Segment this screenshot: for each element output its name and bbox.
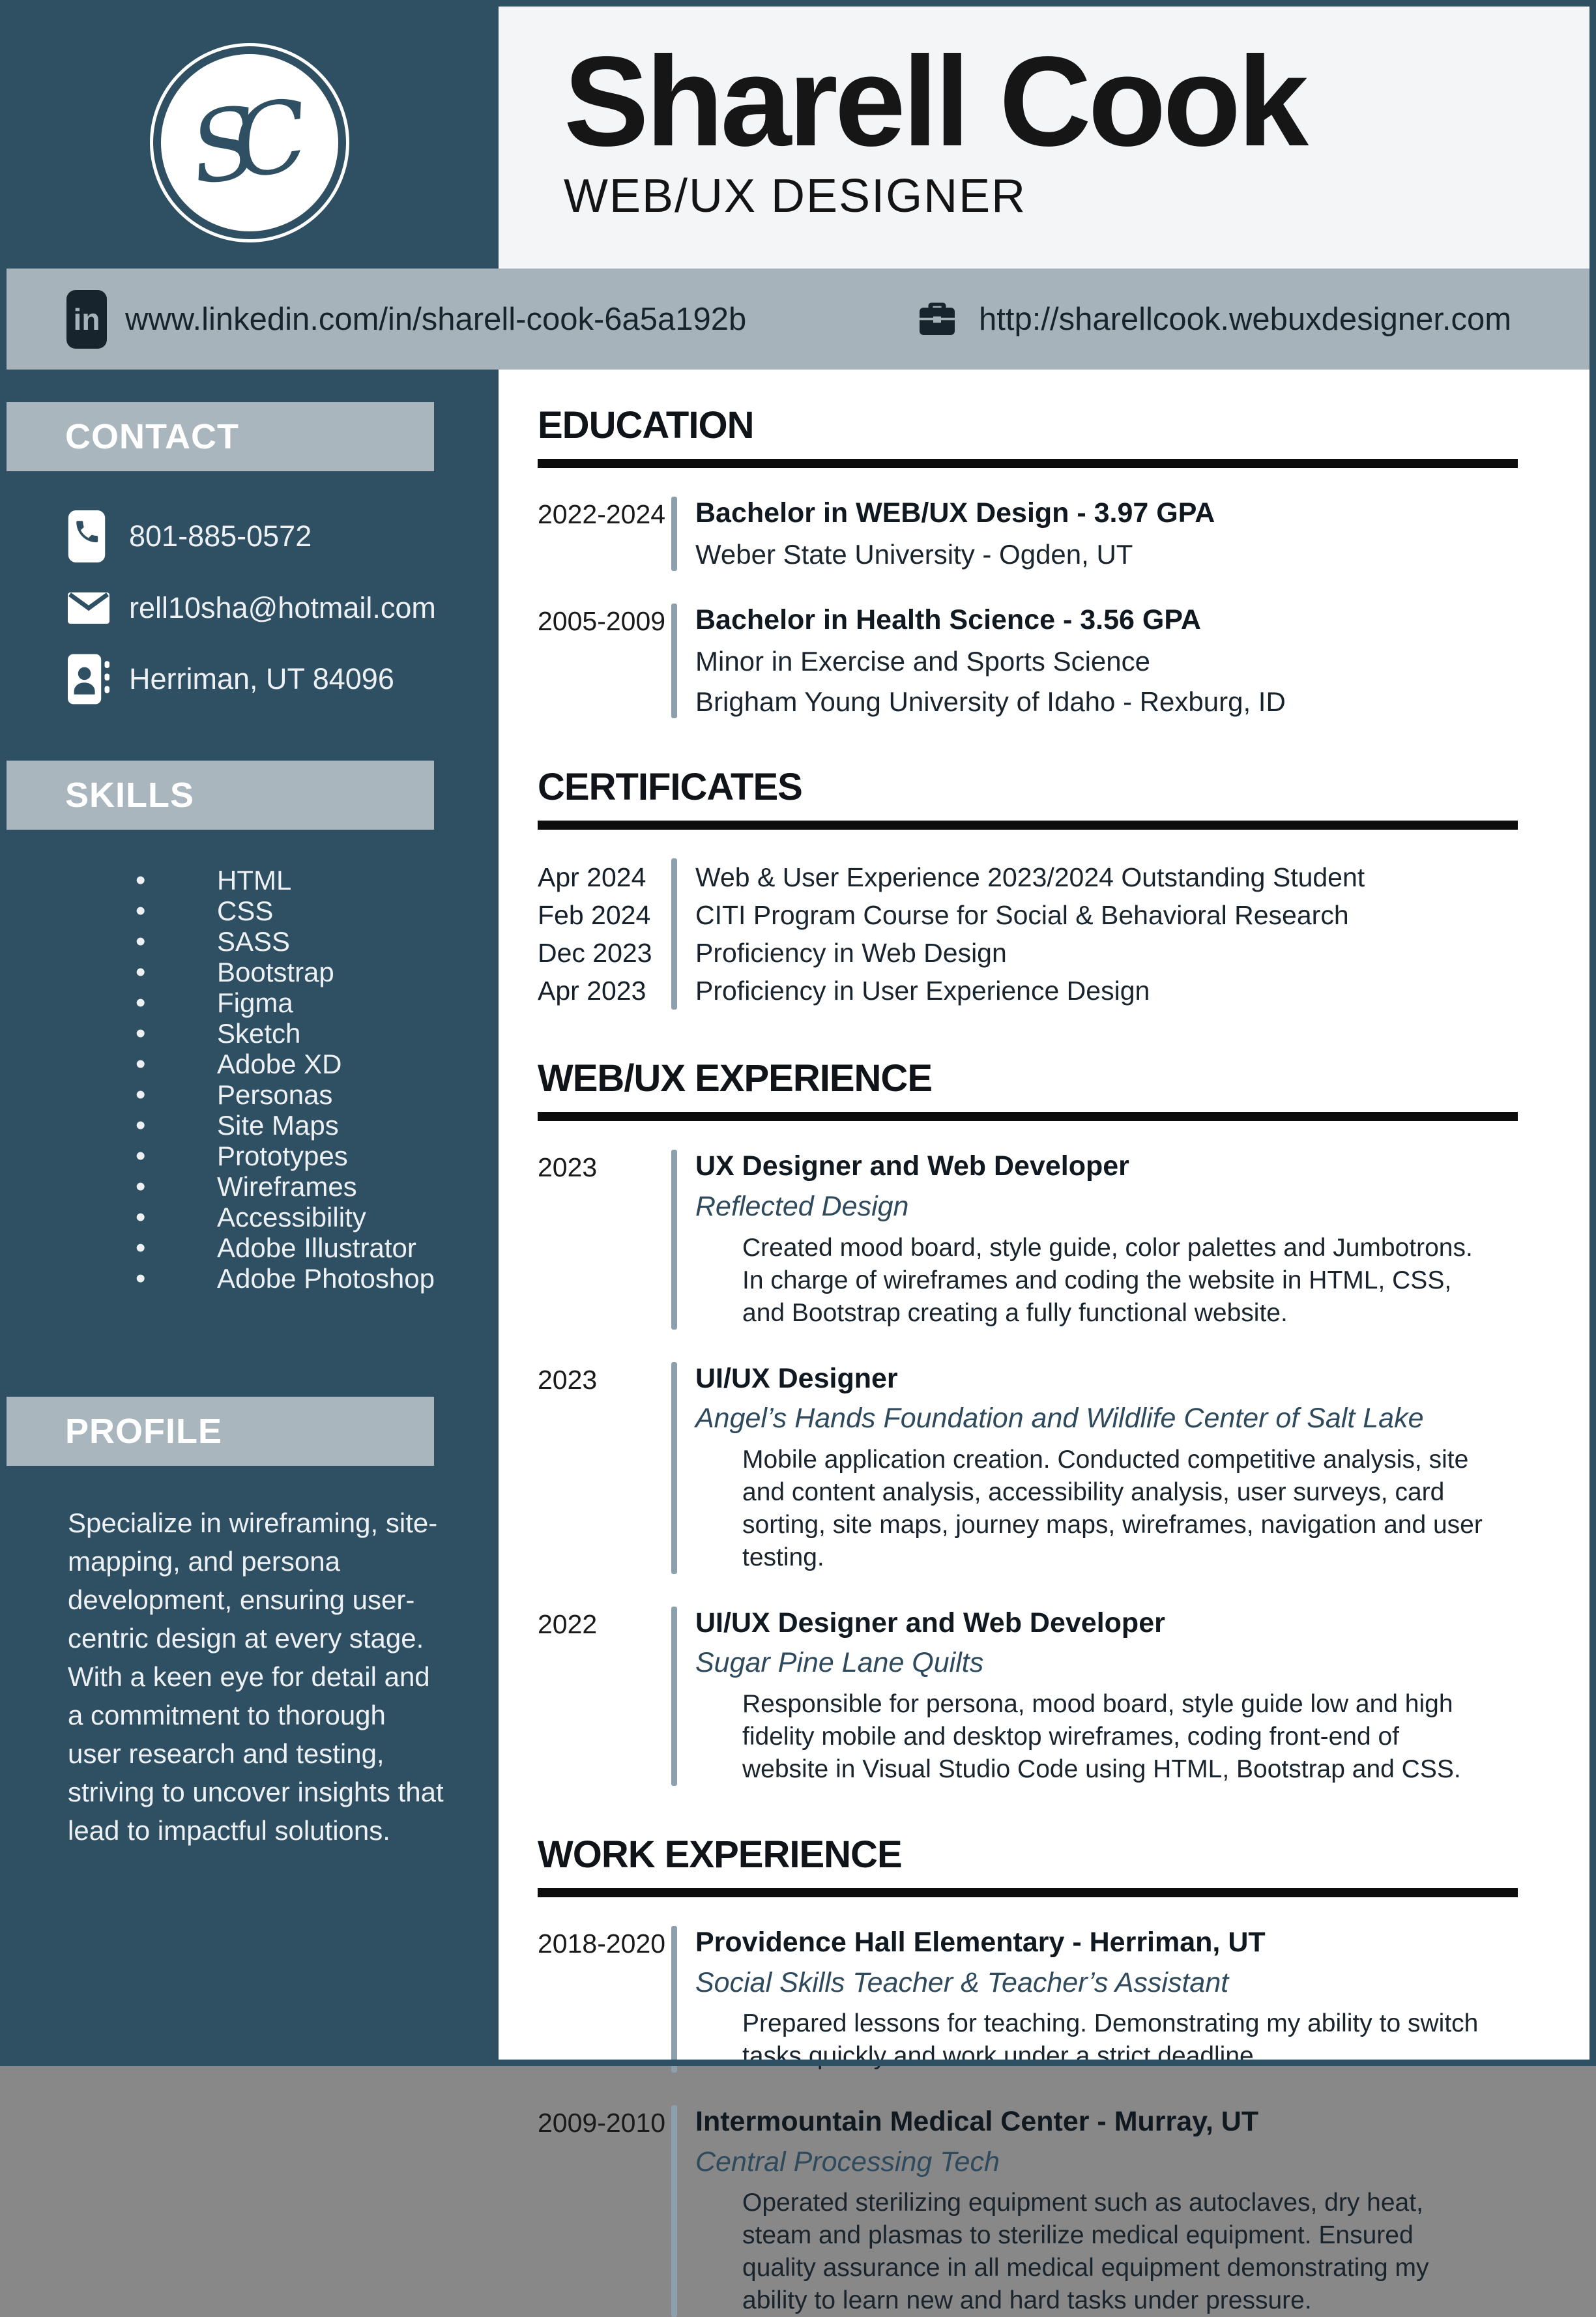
certificate-dates — [538, 858, 671, 1010]
bullet-icon: • — [136, 956, 146, 988]
education-entries — [538, 497, 1518, 718]
header — [499, 0, 1596, 269]
website-url[interactable]: http://sharellcook.webuxdesigner.com — [979, 301, 1512, 337]
webux-heading: WEB/UX EXPERIENCE — [538, 1057, 932, 1100]
accent-bar — [671, 858, 677, 1010]
work-rule — [538, 1888, 1518, 1897]
skill-item: • Adobe XD — [136, 1048, 342, 1080]
accent-bar — [671, 1362, 677, 1574]
certificates-grid — [538, 858, 1518, 1010]
email-icon — [68, 592, 123, 624]
experience-entry: 2022 UI/UX Designer and Web Developer Sugar Pine Lane Quilts Responsible for persona, mood board, style guide low and high fidelity mobile and desktop wireframes, coding front-end of website in Visual Studio Code using HTML, Bootstrap and CSS. — [538, 1607, 1518, 1786]
bullet-icon: • — [136, 1232, 146, 1264]
contact-section-heading — [0, 402, 434, 471]
linkedin-icon: in — [66, 290, 107, 349]
link-band — [7, 269, 1589, 370]
skill-item: • Figma — [136, 987, 293, 1019]
contact-heading-label: CONTACT — [65, 417, 239, 456]
education-rule — [538, 459, 1518, 468]
skill-item: • Adobe Photoshop — [136, 1262, 435, 1294]
certificates-heading: CERTIFICATES — [538, 766, 802, 809]
bullet-icon: • — [136, 1109, 146, 1141]
education-heading: EDUCATION — [538, 404, 754, 446]
logo — [150, 43, 349, 242]
work-entries — [538, 1926, 1518, 2317]
linkedin-url[interactable]: www.linkedin.com/in/sharell-cook-6a5a192b — [125, 301, 747, 337]
skill-item: • Personas — [136, 1079, 333, 1111]
education-entry: 2005-2009 Bachelor in Health Science - 3.56 GPA Minor in Exercise and Sports Science Brigham Young University of Idaho - Rexburg, ID — [538, 604, 1518, 718]
certificates-section — [538, 765, 1518, 1010]
linkedin-link[interactable] — [66, 290, 746, 349]
contact-row: rell10sha@hotmail.com — [68, 591, 499, 625]
accent-bar — [671, 1607, 677, 1786]
webux-entries — [538, 1150, 1518, 1786]
profile-section-heading — [0, 1397, 434, 1466]
work-entry: 2018-2020 Providence Hall Elementary - Herriman, UT Social Skills Teacher & Teacher’s Assistant Prepared lessons for teaching. Demonstrating my ability to switch tasks quickly and work under a strict deadline. — [538, 1926, 1518, 2073]
skill-item: • Accessibility — [136, 1201, 366, 1233]
skills-heading-label: SKILLS — [65, 776, 195, 815]
monogram-sc: SC — [183, 81, 291, 207]
person-name: Sharell Cook — [564, 30, 1306, 173]
certificate-title: Proficiency in Web Design — [695, 938, 1007, 969]
skills-list — [0, 865, 499, 1294]
work-experience-section — [538, 1833, 1518, 2317]
experience-entry: 2023 UX Designer and Web Developer Reflected Design Created mood board, style guide, color palettes and Jumbotrons. In charge of wireframes and coding the website in HTML, CSS, and Bootstrap creating a fully functional website. — [538, 1150, 1518, 1329]
contact-row: 801-885-0572 — [68, 510, 499, 562]
bullet-icon: • — [136, 925, 146, 957]
bullet-icon: • — [136, 1201, 146, 1233]
work-entry: 2009-2010 Intermountain Medical Center - Murray, UT Central Processing Tech Operated sterilizing equipment such as autoclaves, dry heat, steam and plasmas to sterilize medical equipment. Ensured quality assurance in all medical equipment demonstrating my ability to learn new and hard tasks under pressure. — [538, 2105, 1518, 2317]
main-content — [499, 370, 1596, 2315]
webux-rule — [538, 1112, 1518, 1121]
experience-entry: 2023 UI/UX Designer Angel’s Hands Foundation and Wildlife Center of Salt Lake Mobile application creation. Conducted competitive analysis, site and content analysis, accessibility analysis, user surveys, card sorting, site maps, journey maps, wireframes, navigation and user testing. — [538, 1362, 1518, 1574]
profile-heading-label: PROFILE — [65, 1412, 223, 1451]
skill-item: • Adobe Illustrator — [136, 1232, 416, 1264]
address-card-icon — [68, 654, 123, 705]
certificate-title: Web & User Experience 2023/2024 Outstanding Student — [695, 862, 1365, 893]
bullet-icon: • — [136, 1171, 146, 1202]
skill-item: • CSS — [136, 895, 274, 927]
bullet-icon: • — [136, 987, 146, 1019]
certificate-date: Dec 2023 — [538, 938, 652, 969]
certificate-date: Apr 2023 — [538, 976, 646, 1006]
webux-experience-section — [538, 1056, 1518, 1786]
accent-bar — [671, 604, 677, 718]
certificate-titles — [677, 858, 1365, 1010]
skill-item: • Bootstrap — [136, 956, 334, 988]
certificates-rule — [538, 821, 1518, 830]
bullet-icon: • — [136, 1262, 146, 1294]
accent-bar — [671, 1926, 677, 2073]
skill-item: • Prototypes — [136, 1140, 348, 1172]
certificate-date: Apr 2024 — [538, 862, 646, 893]
bullet-icon: • — [136, 864, 146, 896]
education-section — [538, 403, 1518, 718]
profile-text: Specialize in wireframing, site-mapping, and persona development, ensuring user-centric design at every stage. With a keen eye for detail and a commitment to thorough user research and testing, striving to uncover insights that lead to impactful solutions. — [68, 1508, 444, 1846]
skills-section-heading — [0, 761, 434, 830]
education-entry: 2022-2024 Bachelor in WEB/UX Design - 3.97 GPA Weber State University - Ogden, UT — [538, 497, 1518, 571]
accent-bar — [671, 497, 677, 571]
contact-list — [0, 510, 499, 705]
skill-item: • SASS — [136, 925, 291, 957]
logo-circle — [161, 54, 338, 231]
certificate-date: Feb 2024 — [538, 900, 651, 931]
phone-icon — [68, 510, 123, 562]
skill-item: • Site Maps — [136, 1109, 339, 1141]
person-role: WEB/UX DESIGNER — [564, 170, 1027, 222]
accent-bar — [671, 1150, 677, 1329]
contact-row: Herriman, UT 84096 — [68, 654, 499, 705]
bullet-icon: • — [136, 1048, 146, 1080]
bullet-icon: • — [136, 1017, 146, 1049]
bullet-icon: • — [136, 895, 146, 927]
skill-item: • Sketch — [136, 1017, 301, 1049]
bullet-icon: • — [136, 1140, 146, 1172]
skill-item: • Wireframes — [136, 1171, 357, 1202]
work-heading: WORK EXPERIENCE — [538, 1833, 902, 1876]
briefcase-icon — [914, 294, 961, 344]
certificate-title: Proficiency in User Experience Design — [695, 976, 1150, 1006]
certificate-title: CITI Program Course for Social & Behavioral Research — [695, 900, 1349, 931]
skill-item: • HTML — [136, 864, 292, 896]
website-link[interactable] — [914, 294, 1511, 344]
accent-bar — [671, 2105, 677, 2317]
bullet-icon: • — [136, 1079, 146, 1111]
